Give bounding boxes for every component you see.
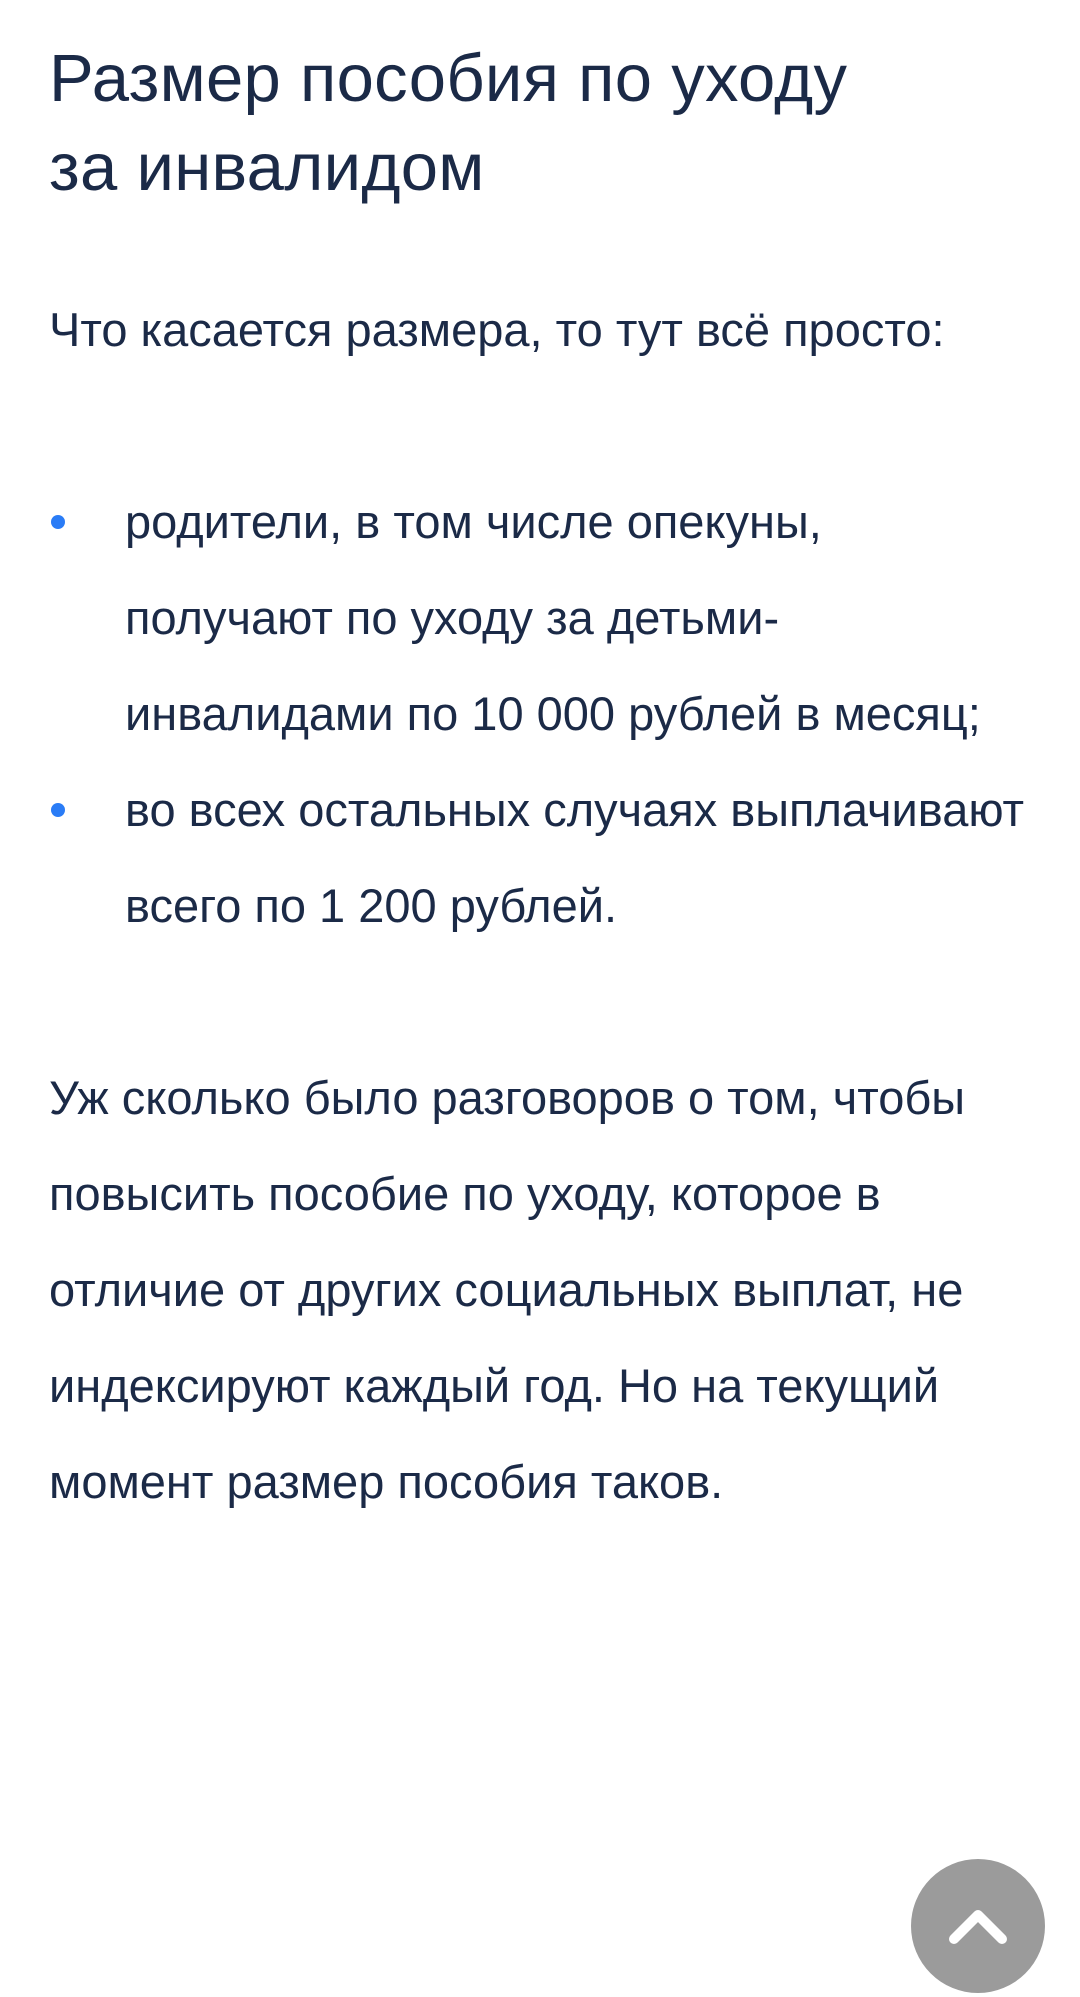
article-title-line-2: за инвалидом [49, 130, 485, 205]
list-item [49, 762, 1029, 954]
article-title-line-1: Размер пособия по уходу [49, 41, 848, 116]
scroll-to-top-button[interactable] [911, 1859, 1045, 1993]
list-item [49, 474, 1029, 762]
outro-paragraph: Уж сколько было разговоров о том, чтобы повысить пособие по уходу, которое в отличие от других социальных выплат, не индексируют каждый год. Но на текущий момент размер пособия таков. [49, 1071, 966, 1508]
bullet-icon [51, 515, 65, 529]
intro-paragraph: Что касается размера, то тут всё просто: [49, 303, 945, 356]
article-content [49, 0, 1029, 1530]
list-item-text: во всех остальных случаях выплачивают всего по 1 200 рублей. [125, 783, 1025, 932]
article-title [49, 34, 1029, 212]
list-item-text: родители, в том числе опекуны, получают по уходу за детьми-инвалидами по 10 000 рублей в месяц; [125, 495, 981, 740]
chevron-up-icon [947, 1906, 1009, 1946]
bullet-icon [51, 803, 65, 817]
benefit-list [49, 474, 1029, 954]
